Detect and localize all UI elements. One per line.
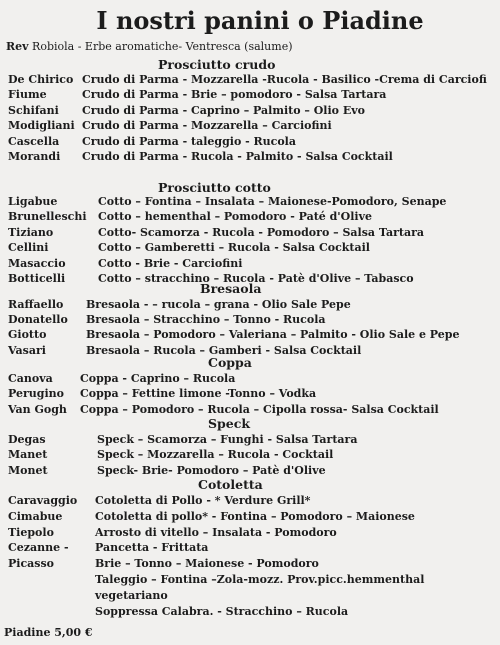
menu-item	[8, 343, 496, 358]
section-heading: Speck	[208, 416, 250, 431]
menu-item	[8, 525, 496, 540]
item-name: Modigliani	[8, 119, 75, 133]
menu-item	[8, 604, 496, 619]
item-name: Masaccio	[8, 256, 66, 270]
item-name: Schifani	[8, 103, 59, 117]
item-description: Crudo di Parma - Mozzarella -Rucola - Basilico -Crema di Carciofi	[82, 73, 487, 86]
item-name: Tiepolo	[8, 525, 54, 539]
rev-label: Rev	[6, 40, 29, 53]
item-name: Canova	[8, 372, 53, 385]
item-name: Picasso	[8, 557, 54, 571]
item-description: Cotto- Scamorza - Rucola - Pomodoro – Salsa Tartara	[98, 225, 425, 239]
menu-item	[8, 87, 496, 102]
item-description: Cotto – Gamberetti – Rucola - Salsa Cocktail	[98, 241, 370, 255]
item-description: Speck- Brie- Pomodoro – Patè d'Olive	[97, 463, 326, 477]
item-description: Coppa - Caprino – Rucola	[80, 372, 236, 385]
item-description: Cotto – stracchino – Rucola - Patè d'Olive – Tabasco	[98, 272, 414, 285]
menu-item	[8, 402, 496, 417]
item-name: Monet	[8, 463, 48, 477]
item-name: Van Gogh	[8, 402, 67, 416]
item-description: Bresaola - – rucola – grana - Olio Sale Pepe	[86, 298, 351, 311]
item-name: Manet	[8, 448, 48, 462]
item-name: Cimabue	[8, 509, 63, 523]
rev-text: Robiola - Erbe aromatiche- Ventresca (salume)	[32, 40, 293, 53]
item-name: De Chirico	[8, 73, 74, 86]
item-name: Raffaello	[8, 298, 64, 311]
menu-item	[8, 72, 496, 87]
item-name: Fiume	[8, 88, 47, 102]
menu-item	[8, 209, 496, 224]
menu-item	[8, 194, 496, 209]
item-description: Soppressa Calabra. - Stracchino – Rucola	[95, 604, 349, 618]
item-description: Cotto – hementhal – Pomodoro - Paté d'Olive	[98, 210, 373, 224]
menu-item	[8, 297, 496, 312]
item-description: Crudo di Parma - Mozzarella – Carciofini	[82, 119, 332, 133]
menu-item	[8, 134, 496, 149]
menu-item	[8, 447, 496, 462]
item-name: Cellini	[8, 241, 49, 255]
item-description: Cotoletta di pollo* - Fontina – Pomodoro – Maionese	[95, 509, 415, 523]
menu-item	[8, 463, 496, 478]
price-footer: Piadine 5,00 €	[4, 626, 93, 639]
item-description: Brie – Tonno – Maionese - Pomodoro	[95, 557, 319, 571]
item-name: Ligabue	[8, 195, 58, 208]
item-description: Crudo di Parma - Caprino – Palmito – Olio Evo	[82, 103, 365, 117]
item-name: Botticelli	[8, 272, 66, 285]
item-name: Degas	[8, 433, 46, 446]
menu-item	[8, 371, 496, 386]
menu-item	[8, 493, 496, 508]
menu-item	[8, 327, 496, 342]
section-heading: Coppa	[208, 355, 252, 370]
section-heading: Cotoletta	[198, 477, 263, 492]
menu-item	[8, 256, 496, 271]
item-description: Crudo di Parma - Rucola - Palmito - Salsa Cocktail	[82, 150, 393, 163]
menu-item	[8, 509, 496, 524]
item-name: Giotto	[8, 328, 47, 342]
item-description: Crudo di Parma - Brie – pomodoro - Salsa Tartara	[82, 88, 387, 102]
menu-item	[8, 118, 496, 133]
item-name: Vasari	[8, 343, 46, 357]
item-name: Brunelleschi	[8, 210, 87, 224]
item-description: vegetariano	[95, 588, 168, 602]
item-name: Tiziano	[8, 225, 54, 239]
item-description: Bresaola – Rucola – Gamberi - Salsa Cocktail	[86, 343, 362, 357]
menu-item	[8, 572, 496, 587]
menu-item	[8, 432, 496, 447]
menu-item	[8, 386, 496, 401]
item-description: Cotto - Brie - Carciofini	[98, 256, 243, 270]
item-name: Morandi	[8, 150, 61, 163]
item-description: Crudo di Parma - taleggio - Rucola	[82, 134, 296, 148]
menu-item	[8, 540, 496, 555]
item-description: Arrosto di vitello – Insalata - Pomodoro	[95, 525, 337, 539]
page-title: I nostri panini o Piadine	[96, 6, 424, 35]
section-heading: Bresaola	[200, 281, 262, 296]
item-name: Donatello	[8, 313, 68, 327]
menu-item	[8, 240, 496, 255]
menu-item	[8, 225, 496, 240]
item-description: Coppa – Fettine limone -Tonno – Vodka	[80, 387, 317, 401]
item-name: Perugino	[8, 387, 64, 401]
item-description: Bresaola – Pomodoro – Valeriana – Palmito - Olio Sale e Pepe	[86, 328, 460, 342]
menu-item	[8, 312, 496, 327]
item-description: Pancetta - Frittata	[95, 541, 209, 555]
section-heading: Prosciutto cotto	[158, 180, 271, 195]
item-description: Cotto – Fontina – Insalata – Maionese-Pomodoro, Senape	[98, 195, 447, 208]
item-description: Taleggio – Fontina –Zola-mozz. Prov.picc.hemmenthal	[95, 573, 425, 586]
item-name: Caravaggio	[8, 494, 78, 507]
item-description: Bresaola – Stracchino – Tonno - Rucola	[86, 313, 326, 327]
item-name: Cezanne -	[8, 541, 69, 555]
menu-item	[8, 149, 496, 164]
rev-line	[6, 40, 293, 53]
menu-item	[8, 588, 496, 603]
section-heading: Prosciutto crudo	[158, 57, 276, 72]
menu-item	[8, 103, 496, 118]
item-description: Cotoletta di Pollo - * Verdure Grill*	[95, 494, 311, 507]
item-description: Coppa – Pomodoro – Rucola – Cipolla rossa- Salsa Cocktail	[80, 402, 439, 416]
menu-item	[8, 556, 496, 571]
item-description: Speck – Scamorza – Funghi - Salsa Tartara	[97, 433, 358, 446]
item-name: Cascella	[8, 134, 60, 148]
item-description: Speck – Mozzarella – Rucola - Cocktail	[97, 448, 334, 462]
